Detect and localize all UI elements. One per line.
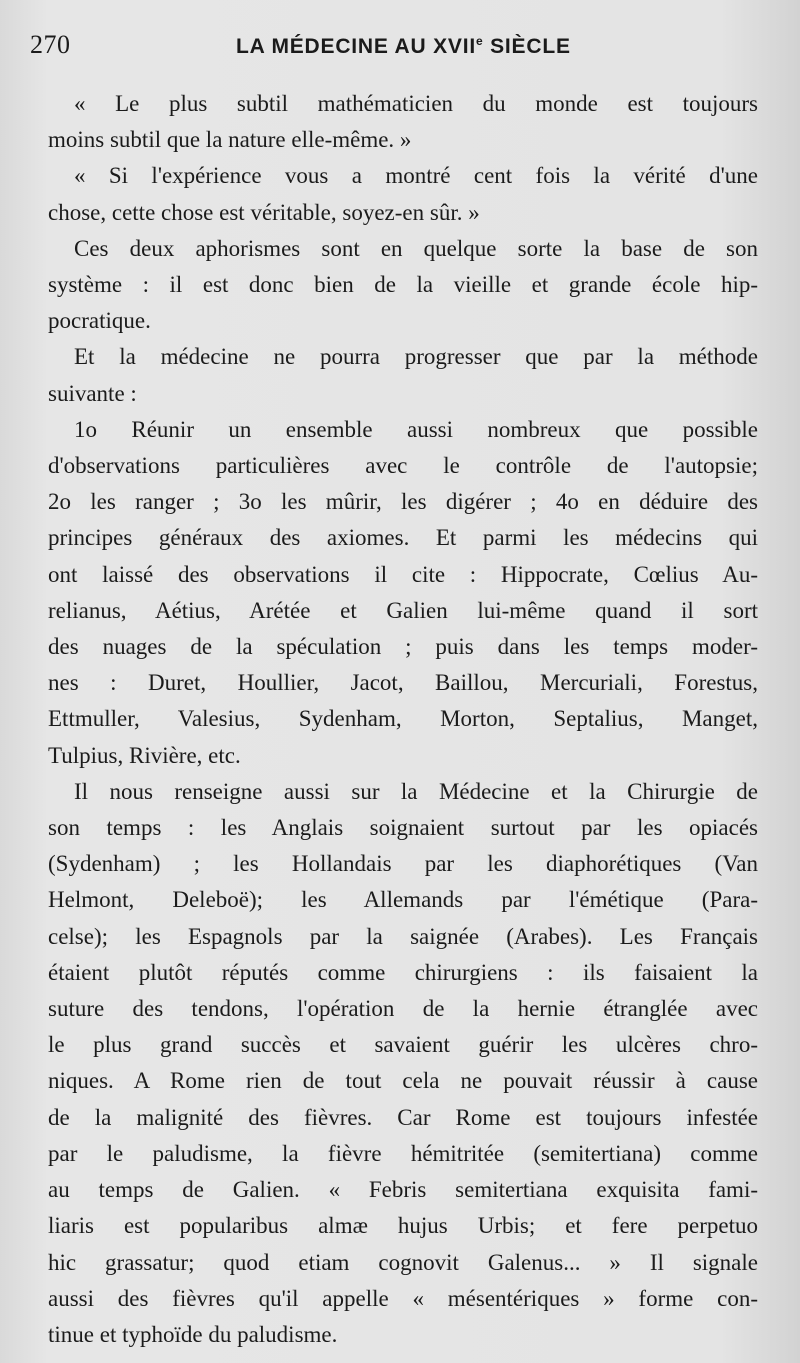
text-line: Ettmuller, Valesius, Sydenham, Morton, Septalius, Manget, — [48, 706, 758, 732]
text-line: tinue et typhoïde du paludisme. — [48, 1321, 338, 1347]
text-line: d'observations particulières avec le contrôle de l'autopsie; — [48, 453, 758, 479]
text-line: par le paludisme, la fièvre hémitritée (semitertiana) comme — [48, 1140, 758, 1166]
running-title — [236, 34, 571, 59]
text-line: pocratique. — [48, 308, 151, 334]
text-line: système : il est donc bien de la vieille et grande école hip- — [48, 272, 758, 298]
text-line: 1o Réunir un ensemble aussi nombreux que possible — [74, 416, 758, 442]
text-line: Helmont, Deleboë); les Allemands par l'émétique (Para- — [48, 887, 758, 913]
text-line: « Si l'expérience vous a montré cent fois la vérité d'une — [74, 163, 758, 189]
text-line: celse); les Espagnols par la saignée (Arabes). Les Français — [48, 923, 758, 949]
text-line: suture des tendons, l'opération de la hernie étranglée avec — [48, 996, 758, 1022]
running-title-suffix: SIÈCLE — [483, 35, 571, 58]
text-line: son temps : les Anglais soignaient surtout par les opiacés — [48, 815, 758, 841]
text-line: moins subtil que la nature elle-même. » — [48, 127, 412, 153]
text-line: hic grassatur; quod etiam cognovit Galenus... » Il signale — [48, 1249, 758, 1275]
text-line: de la malignité des fièvres. Car Rome est toujours infestée — [48, 1104, 758, 1130]
text-line: liaris est popularibus almæ hujus Urbis; et fere perpetuo — [48, 1213, 758, 1239]
text-line: principes généraux des axiomes. Et parmi les médecins qui — [48, 525, 758, 551]
text-line: « Le plus subtil mathématicien du monde est toujours — [74, 91, 758, 116]
text-line: étaient plutôt réputés comme chirurgiens : ils faisaient la — [48, 959, 758, 985]
text-line: Il nous renseigne aussi sur la Médecine et la Chirurgie de — [74, 778, 758, 804]
text-line: Ces deux aphorismes sont en quelque sorte la base de son — [74, 235, 758, 261]
page-number: 270 — [30, 30, 71, 59]
text-line: suivante : — [48, 380, 137, 406]
text-line: Et la médecine ne pourra progresser que par la méthode — [74, 344, 758, 370]
text-line: niques. A Rome rien de tout cela ne pouvait réussir à cause — [48, 1068, 758, 1094]
text-line: au temps de Galien. « Febris semitertiana exquisita fami- — [48, 1177, 758, 1203]
text-line: (Sydenham) ; les Hollandais par les diaphorétiques (Van — [48, 851, 758, 877]
text-line: des nuages de la spéculation ; puis dans les temps moder- — [48, 634, 758, 660]
text-line: le plus grand succès et savaient guérir les ulcères chro- — [48, 1032, 758, 1058]
body-text — [48, 86, 758, 1353]
text-line: ont laissé des observations il cite : Hippocrate, Cœlius Au- — [48, 561, 758, 587]
text-line: relianus, Aétius, Arétée et Galien lui-même quand il sort — [48, 597, 758, 623]
text-line: 2o les ranger ; 3o les mûrir, les digérer ; 4o en déduire des — [48, 489, 758, 515]
text-line: Tulpius, Rivière, etc. — [48, 742, 241, 768]
text-line: chose, cette chose est véritable, soyez-en sûr. » — [48, 199, 480, 225]
running-title-sup: e — [476, 34, 484, 48]
text-line: aussi des fièvres qu'il appelle « mésentériques » forme con- — [48, 1285, 758, 1311]
text-line: nes : Duret, Houllier, Jacot, Baillou, Mercuriali, Forestus, — [48, 670, 758, 696]
running-title-prefix: LA MÉDECINE AU XVII — [236, 35, 476, 58]
page-header — [30, 30, 752, 70]
